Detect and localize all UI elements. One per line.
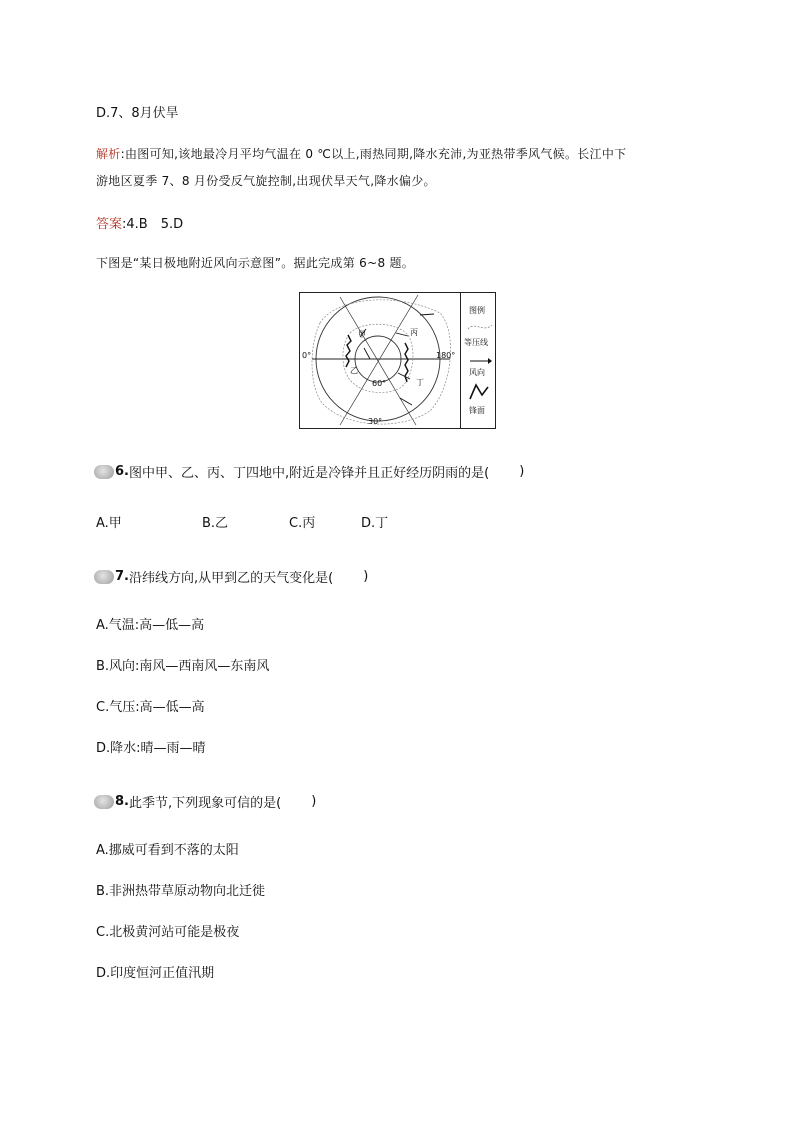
question-7-close: ) [363,569,369,584]
question-6-number: 6. [115,464,129,479]
analysis-colon: : [120,147,125,161]
front-east [405,343,408,382]
analysis-text-2: 游地区夏季 7、8 月份受反气旋控制,出现伏旱天气,降水偏少。 [96,174,436,188]
analysis-label: 解析 [96,147,121,161]
isobar-outer [312,300,451,424]
q6-option-d[interactable]: D.丁 [361,516,389,531]
polar-wind-figure [299,292,496,429]
legend-title: 图例 [469,306,485,315]
figure-intro: 下图是“某日极地附近风向示意图”。据此完成第 6~8 题。 [96,256,415,270]
question-8-close: ) [311,794,317,809]
q7-option-d[interactable]: D.降水:晴—雨—晴 [96,741,206,756]
legend-isobar: 等压线 [464,338,488,347]
place-jia: 甲 [358,330,366,339]
q6-option-a[interactable]: A.甲 [96,516,122,531]
question-bullet-icon [94,795,114,809]
wind-arrow-1 [420,314,434,315]
polar-map [300,293,460,428]
q6-option-b[interactable]: B.乙 [202,516,229,531]
question-6-close: ) [519,464,525,479]
place-ding: 丁 [416,378,424,387]
wind-arrow-3 [398,373,410,379]
wind-arrow-5 [364,348,370,359]
front-west [346,335,351,367]
lat-60-label: 60° [372,379,387,388]
question-8-stem: 此季节,下列现象可信的是( [128,796,282,811]
analysis-text-1: 由图可知,该地最冷月平均气温在 0 ℃以上,雨热同期,降水充沛,为亚热带季风气候。长江中下 [124,147,627,161]
lon-180-label: 180° [436,351,456,360]
lat-30-label: 30° [368,417,383,426]
question-6 [94,462,524,481]
q7-option-c[interactable]: C.气压:高—低—高 [96,700,205,715]
answer-line [96,213,183,232]
q8-option-b[interactable]: B.非洲热带草原动物向北迁徙 [96,884,266,899]
lon-0-label: 0° [302,351,312,360]
question-8-number: 8. [115,794,129,809]
legend-divider [460,293,461,428]
question-7 [94,567,368,586]
question-7-stem: 沿纬线方向,从甲到乙的天气变化是( [128,571,334,586]
answer-text: :4.B 5.D [122,217,184,232]
legend-wind: 风向 [469,368,485,377]
legend-arrow-icon [466,357,494,365]
question-bullet-icon [94,570,114,584]
question-6-options [96,512,388,531]
q8-option-c[interactable]: C.北极黄河站可能是极夜 [96,925,240,940]
legend-isobar-icon [466,321,494,333]
place-bing: 丙 [410,328,418,337]
place-yi: 乙 [350,366,358,375]
q8-option-d[interactable]: D.印度恒河正值汛期 [96,966,215,981]
meridian-line-b [340,295,418,425]
q7-option-a[interactable]: A.气温:高—低—高 [96,618,205,633]
question-7-number: 7. [115,569,129,584]
question-8 [94,792,316,811]
q8-option-a[interactable]: A.挪威可看到不落的太阳 [96,843,239,858]
question-6-stem: 图中甲、乙、丙、丁四地中,附近是冷锋并且正好经历阴雨的是( [128,466,490,481]
analysis-line-1 [96,145,626,162]
previous-option-d: D.7、8月伏旱 [96,106,179,121]
q6-option-c[interactable]: C.丙 [289,516,316,531]
answer-label: 答案 [96,217,123,232]
question-bullet-icon [94,465,114,479]
legend-front: 锋面 [469,406,485,415]
legend-front-icon [466,381,494,401]
q7-option-b[interactable]: B.风向:南风—西南风—东南风 [96,659,270,674]
